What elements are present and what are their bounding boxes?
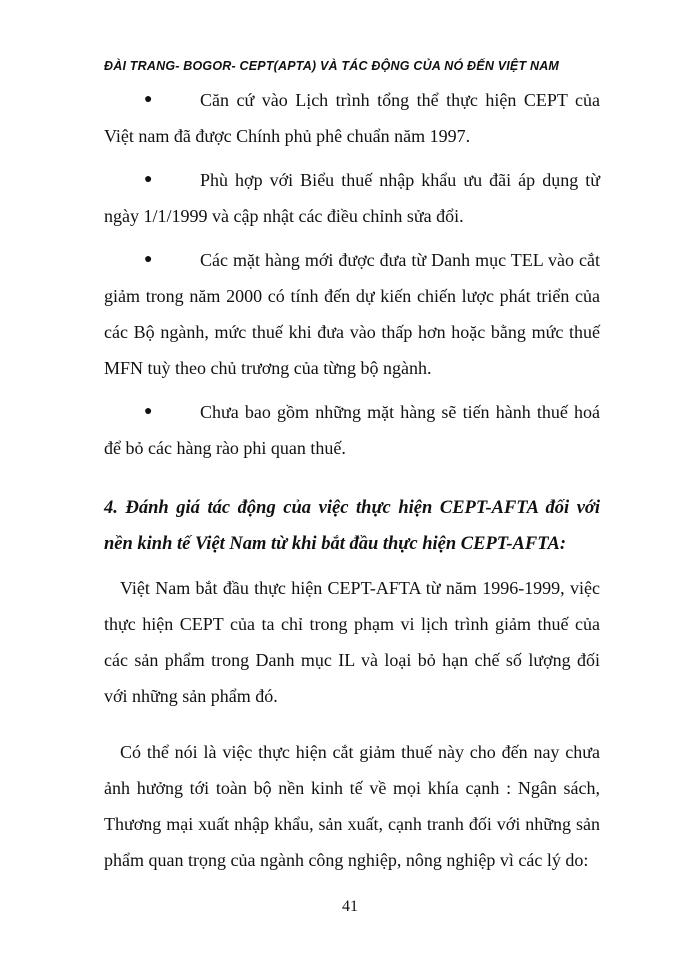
- bullet-dot-icon: ●: [144, 404, 153, 419]
- bullet-item: [104, 82, 600, 154]
- running-header: ĐÀI TRANG- BOGOR- CEPT(APTA) VÀ TÁC ĐỘNG CỦA NÓ ĐẾN VIỆT NAM: [104, 59, 560, 73]
- bullet-text: Chưa bao gồm những mặt hàng sẽ tiến hành thuế hoá để bỏ các hàng rào phi quan thuế.: [104, 402, 600, 458]
- bullet-text: Căn cứ vào Lịch trình tổng thể thực hiện CEPT của Việt nam đã được Chính phủ phê chuẩn năm 1997.: [104, 90, 600, 146]
- body-paragraph: Việt Nam bắt đầu thực hiện CEPT-AFTA từ năm 1996-1999, việc thực hiện CEPT của ta chỉ trong phạm vi lịch trình giảm thuế của các sản phẩm trong Danh mục IL và loại bỏ hạn chế số lượng đối với những sản phẩm đó.: [104, 578, 600, 706]
- bullet-item: [104, 394, 600, 466]
- bullet-text: Các mặt hàng mới được đưa từ Danh mục TEL vào cắt giảm trong năm 2000 có tính đến dự kiến chiến lược phát triển của các Bộ ngành, mức thuế khi đưa vào thấp hơn hoặc bằng mức thuế MFN tuỳ theo chủ trương của từng bộ ngành.: [104, 250, 600, 378]
- bullet-text: Phù hợp với Biểu thuế nhập khẩu ưu đãi áp dụng từ ngày 1/1/1999 và cập nhật các điều chỉnh sửa đổi.: [104, 170, 600, 226]
- body-paragraph: Có thể nói là việc thực hiện cắt giảm thuế này cho đến nay chưa ảnh hưởng tới toàn bộ nền kinh tế về mọi khía cạnh : Ngân sách, Thương mại xuất nhập khẩu, sản xuất, cạnh tranh đối với những sản phẩm quan trọng của ngành công nghiệp, nông nghiệp vì các lý do:: [104, 742, 600, 870]
- bullet-item: [104, 242, 600, 386]
- page-body: [104, 82, 600, 898]
- page-number: 41: [342, 898, 358, 915]
- bullet-dot-icon: ●: [144, 252, 153, 267]
- bullet-dot-icon: ●: [144, 172, 153, 187]
- bullet-dot-icon: ●: [144, 92, 153, 107]
- section-heading: 4. Đánh giá tác động của việc thực hiện CEPT-AFTA đối với nền kinh tế Việt Nam từ khi bắt đầu thực hiện CEPT-AFTA:: [104, 498, 600, 554]
- bullet-item: [104, 162, 600, 234]
